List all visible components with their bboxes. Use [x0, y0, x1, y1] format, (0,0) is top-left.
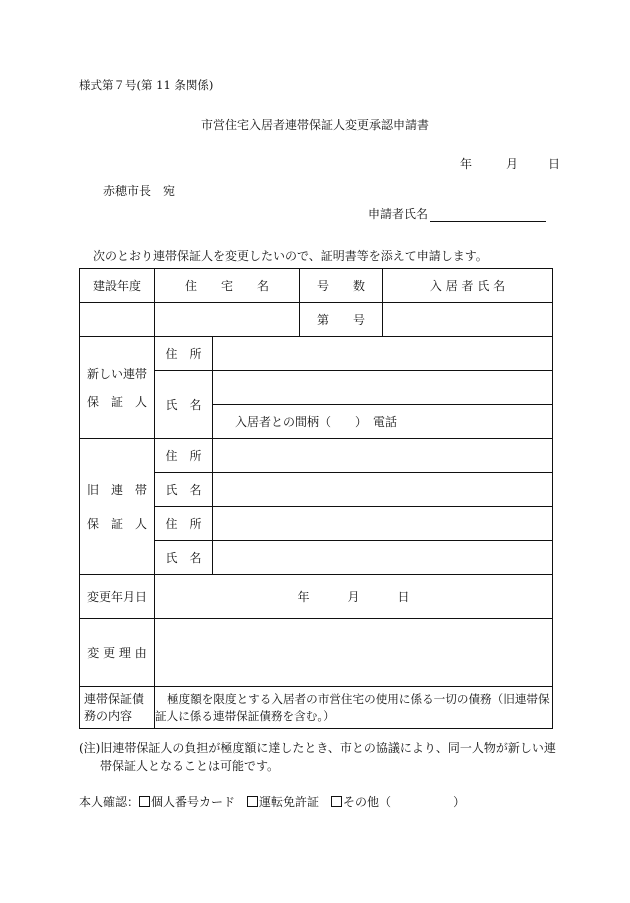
change-date-year-label: 年 [297, 590, 310, 604]
new-guarantor-name-cell[interactable] [213, 371, 553, 405]
debt-content-text [155, 687, 553, 729]
new-guarantor-relation-cell[interactable]: 入居者との間柄（ ） 電話 [213, 405, 553, 439]
new-guarantor-name-label: 氏 名 [155, 371, 213, 439]
debt-content-label-line2: 務の内容 [84, 708, 133, 723]
construction-year-cell[interactable] [80, 303, 155, 337]
change-reason-label: 変 更 理 由 [80, 619, 155, 687]
applicant-name-line[interactable] [430, 209, 546, 222]
new-guarantor-label [80, 337, 155, 439]
old-guarantor-address2-label: 住 所 [155, 507, 213, 541]
note-line2: 帯保証人となることは可能です。 [100, 759, 280, 773]
debt-content-label-line1: 連帯保証債 [84, 691, 145, 706]
change-reason-row [80, 619, 553, 687]
id-option-mynumber: 個人番号カード [151, 795, 236, 809]
old-guarantor-name1-label: 氏 名 [155, 473, 213, 507]
old-guarantor-name2-label: 氏 名 [155, 541, 213, 575]
date-year-label: 年 [460, 157, 473, 171]
application-table [79, 268, 553, 729]
checkbox-icon[interactable] [247, 796, 258, 807]
resident-name-header: 入 居 者 氏 名 [383, 269, 553, 303]
debt-content-row [80, 687, 553, 729]
id-option-other: その他（ [343, 795, 392, 809]
new-guarantor-label-line2: 保 証 人 [86, 394, 147, 409]
change-reason-cell[interactable] [155, 619, 553, 687]
application-date [460, 155, 560, 172]
change-date-month-label: 月 [347, 590, 360, 604]
id-option-license: 運転免許証 [259, 795, 320, 809]
old-guarantor-name1-cell[interactable] [213, 473, 553, 507]
id-check-label: 本人確認： [79, 795, 140, 809]
note-line1: (注)旧連帯保証人の負担が極度額に達したとき、市との協議により、同一人物が新しい連 [79, 741, 556, 755]
table-header-row [80, 269, 553, 303]
number-header: 号 数 [300, 269, 383, 303]
old-guarantor-label-line2: 保 証 人 [86, 516, 147, 531]
new-guarantor-address-label: 住 所 [155, 337, 213, 371]
intro-text: 次のとおり連帯保証人を変更したいので、証明書等を添えて申請します。 [93, 249, 488, 263]
debt-content-label [80, 687, 155, 729]
resident-name-cell[interactable] [383, 303, 553, 337]
housing-name-cell[interactable] [155, 303, 300, 337]
date-month-label: 月 [506, 157, 519, 171]
applicant-name-field[interactable] [368, 205, 546, 222]
change-date-row [80, 575, 553, 619]
new-guarantor-address-cell[interactable] [213, 337, 553, 371]
checkbox-icon[interactable] [331, 796, 342, 807]
checkbox-icon[interactable] [139, 796, 150, 807]
old-guarantor-address1-cell[interactable] [213, 439, 553, 473]
number-cell[interactable]: 第 号 [300, 303, 383, 337]
change-date-cell[interactable] [155, 575, 553, 619]
old-guarantor-address1-row [80, 439, 553, 473]
new-guarantor-address-row [80, 337, 553, 371]
debt-content-text-line1: 極度額を限度とする入居者の市営住宅の使用に係る一切の債務（旧連帯保 [167, 691, 550, 706]
old-guarantor-label [80, 439, 155, 575]
old-guarantor-address2-cell[interactable] [213, 507, 553, 541]
identity-check [79, 793, 465, 810]
old-guarantor-address1-label: 住 所 [155, 439, 213, 473]
old-guarantor-name2-cell[interactable] [213, 541, 553, 575]
addressee: 赤穂市長 宛 [103, 184, 176, 198]
table-value-row [80, 303, 553, 337]
housing-name-header: 住 宅 名 [155, 269, 300, 303]
applicant-name-label: 申請者氏名 [368, 207, 429, 221]
old-guarantor-label-line1: 旧 連 帯 [86, 482, 147, 497]
construction-year-header: 建設年度 [80, 269, 155, 303]
document-title: 市営住宅入居者連帯保証人変更承認申請書 [200, 118, 429, 132]
change-date-label: 変更年月日 [80, 575, 155, 619]
id-option-other-close: ） [453, 795, 466, 809]
date-day-label: 日 [548, 157, 561, 171]
form-number: 様式第７号(第 11 条関係) [79, 78, 214, 92]
change-date-day-label: 日 [397, 590, 410, 604]
new-guarantor-label-line1: 新しい連帯 [86, 366, 147, 381]
debt-content-text-line2: 証人に係る連帯保証債務を含む。） [155, 708, 335, 723]
